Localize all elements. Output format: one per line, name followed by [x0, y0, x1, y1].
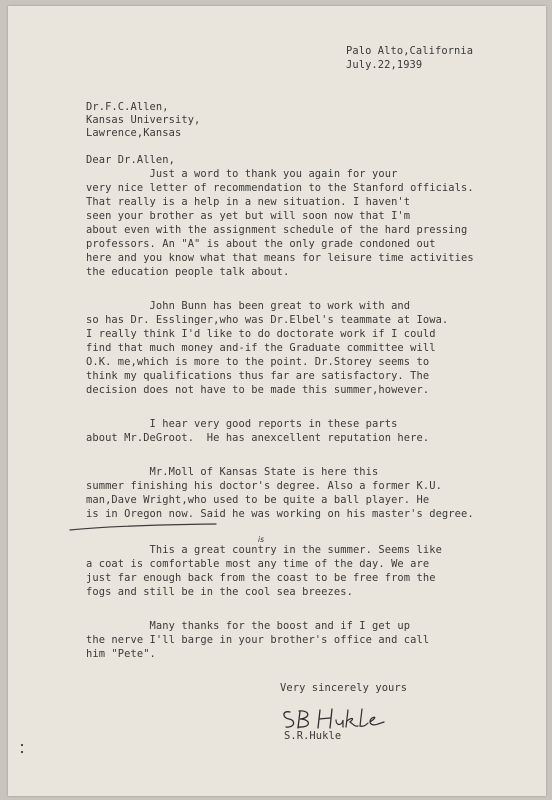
recipient-institution: Kansas University, — [86, 114, 201, 126]
body-line: That really is a help in a new situation. I haven't — [86, 196, 411, 208]
body-line: find that much money and-if the Graduate committee will — [86, 342, 436, 354]
body-line: is in Oregon now. Said he was working on his master's degree. — [86, 508, 474, 520]
body-line: so has Dr. Esslinger,who was Dr.Elbel's teammate at Iowa. — [86, 314, 449, 326]
body-line: him "Pete". — [86, 648, 156, 660]
body-line: very nice letter of recommendation to the Stanford officials. — [86, 182, 474, 194]
body-line: fogs and still be in the cool sea breezes. — [86, 586, 353, 598]
body-line: This a great country in the summer. Seems like — [86, 544, 442, 556]
handwritten-underline — [68, 521, 218, 535]
body-line: about even with the assignment schedule of the hard pressing — [86, 224, 468, 236]
body-line: just far enough back from the coast to be free from the — [86, 572, 436, 584]
body-line: a coat is comfortable most any time of the day. We are — [86, 558, 430, 570]
handwritten-signature — [280, 706, 390, 732]
recipient-city: Lawrence,Kansas — [86, 127, 182, 139]
body-line: seen your brother as yet but will soon now that I'm — [86, 210, 411, 222]
body-line: John Bunn has been great to work with and — [86, 300, 411, 312]
body-line: here and you know what that means for leisure time activities — [86, 252, 474, 264]
body-line: Mr.Moll of Kansas State is here this — [86, 466, 379, 478]
body-line: Many thanks for the boost and if I get up — [86, 620, 411, 632]
body-line: O.K. me,which is more to the point. Dr.Storey seems to — [86, 356, 430, 368]
body-line: man,Dave Wright,who used to be quite a ball player. He — [86, 494, 430, 506]
body-line: summer finishing his doctor's degree. Also a former K.U. — [86, 480, 442, 492]
typed-signature-name: S.R.Hukle — [284, 730, 342, 742]
body-line: I hear very good reports in these parts — [86, 418, 398, 430]
salutation: Dear Dr.Allen, — [86, 154, 175, 166]
body-line: about Mr.DeGroot. He has anexcellent reputation here. — [86, 432, 430, 444]
closing: Very sincerely yours — [280, 682, 408, 694]
handwritten-insertion: is — [258, 535, 265, 544]
recipient-name: Dr.F.C.Allen, — [86, 101, 169, 113]
letter-place: Palo Alto,California — [346, 45, 474, 57]
margin-marks — [18, 742, 26, 756]
body-line: the nerve I'll barge in your brother's office and call — [86, 634, 430, 646]
body-line: decision does not have to be made this summer,however. — [86, 384, 430, 396]
body-line: the education people talk about. — [86, 266, 290, 278]
body-line: professors. An "A" is about the only grade condoned out — [86, 238, 436, 250]
letter-date: July.22,1939 — [346, 59, 423, 71]
body-line: Just a word to thank you again for your — [86, 168, 398, 180]
letter-page — [8, 6, 546, 796]
body-line: think my qualifications thus far are satisfactory. The — [86, 370, 430, 382]
body-line: I really think I'd like to do doctorate work if I could — [86, 328, 436, 340]
